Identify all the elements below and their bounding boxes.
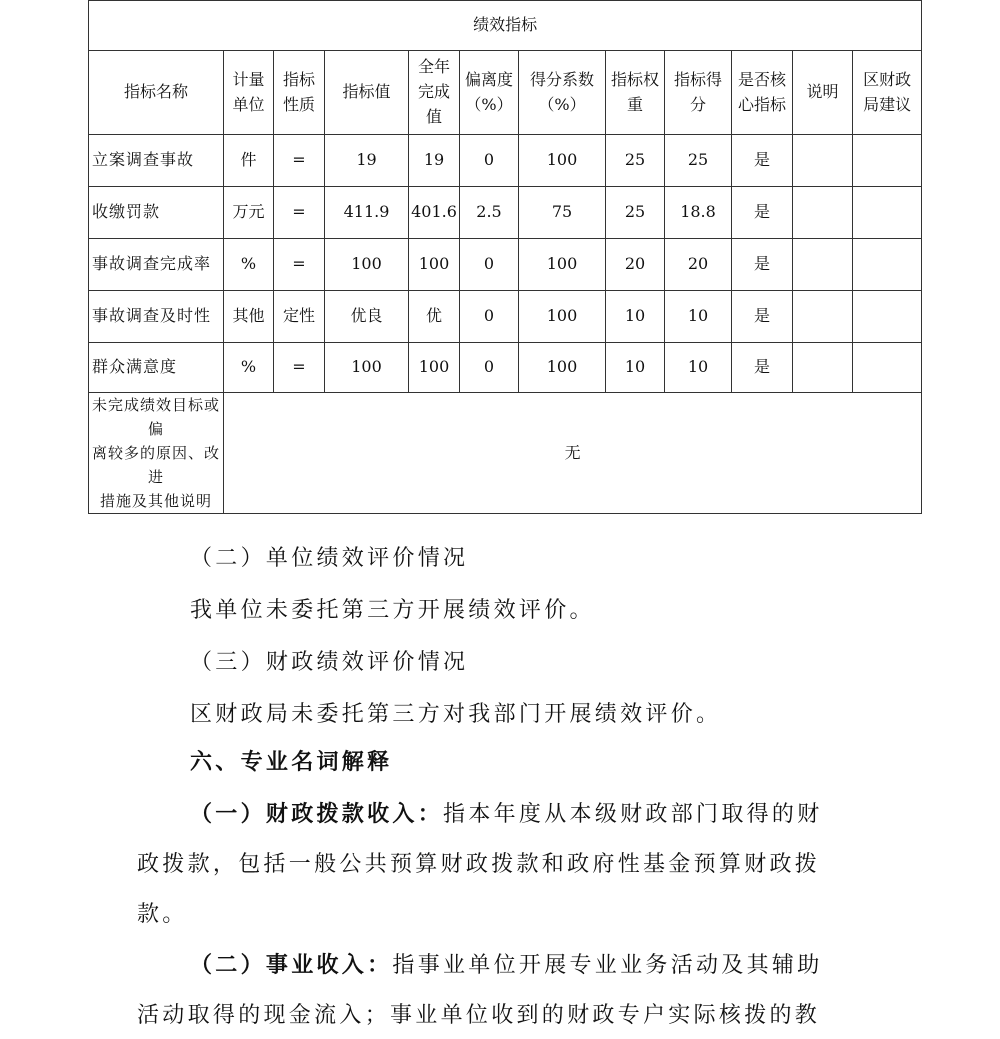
table-cell: 件 <box>224 135 274 187</box>
table-cell: 19 <box>409 135 460 187</box>
column-header: 指标 性质 <box>274 51 325 135</box>
footer-value: 无 <box>224 393 922 514</box>
heading-unit-evaluation: （二）单位绩效评价情况 <box>190 546 469 571</box>
paragraph-unit-evaluation: 我单位未委托第三方开展绩效评价。 <box>190 598 595 623</box>
term-line: 款。 <box>137 902 188 927</box>
performance-indicator-table <box>88 0 922 514</box>
table-cell <box>853 239 922 291</box>
table-cell <box>793 135 853 187</box>
column-header: 指标值 <box>325 51 409 135</box>
table-cell: 20 <box>665 239 732 291</box>
term-business-income <box>190 948 823 979</box>
table-cell: 0 <box>460 343 519 393</box>
table-cell: = <box>274 135 325 187</box>
table-cell <box>793 343 853 393</box>
column-header: 偏离度 （%） <box>460 51 519 135</box>
table-header-row <box>89 51 922 135</box>
column-header: 指标得 分 <box>665 51 732 135</box>
term-line: 活动取得的现金流入；事业单位收到的财政专户实际核拨的教 <box>137 1003 821 1028</box>
footer-label: 未完成绩效目标或偏 离较多的原因、改进 措施及其他说明 <box>89 393 224 514</box>
table-cell: = <box>274 343 325 393</box>
indicator-name-cell: 群众满意度 <box>89 343 224 393</box>
table-row <box>89 343 922 393</box>
table-cell <box>793 291 853 343</box>
table-cell <box>793 187 853 239</box>
table-cell: 25 <box>665 135 732 187</box>
table-cell: 定性 <box>274 291 325 343</box>
table-title: 绩效指标 <box>89 1 922 51</box>
table-cell: 25 <box>606 135 665 187</box>
table-cell: 10 <box>665 291 732 343</box>
table-cell: 100 <box>519 291 606 343</box>
column-header: 得分系数 （%） <box>519 51 606 135</box>
indicator-name-cell: 事故调查完成率 <box>89 239 224 291</box>
table-cell <box>853 187 922 239</box>
table-cell: 100 <box>519 343 606 393</box>
table-cell: 100 <box>519 135 606 187</box>
table-cell: 0 <box>460 291 519 343</box>
table-cell: 20 <box>606 239 665 291</box>
table-cell: 401.6 <box>409 187 460 239</box>
indicator-name-cell: 立案调查事故 <box>89 135 224 187</box>
column-header: 区财政 局建议 <box>853 51 922 135</box>
column-header: 说明 <box>793 51 853 135</box>
table-cell: 75 <box>519 187 606 239</box>
table-cell: 优 <box>409 291 460 343</box>
table-cell: = <box>274 187 325 239</box>
table-cell: % <box>224 239 274 291</box>
column-header: 指标名称 <box>89 51 224 135</box>
table-cell: 100 <box>325 343 409 393</box>
column-header: 指标权 重 <box>606 51 665 135</box>
column-header: 计量 单位 <box>224 51 274 135</box>
table-row <box>89 239 922 291</box>
table-cell: 是 <box>732 135 793 187</box>
table-cell <box>853 135 922 187</box>
table-cell: 万元 <box>224 187 274 239</box>
table-cell: 2.5 <box>460 187 519 239</box>
table-footer-row <box>89 393 922 514</box>
table-cell: = <box>274 239 325 291</box>
table-cell <box>853 291 922 343</box>
table-cell: 是 <box>732 239 793 291</box>
paragraph-finance-evaluation: 区财政局未委托第三方对我部门开展绩效评价。 <box>190 702 722 727</box>
table-cell: 18.8 <box>665 187 732 239</box>
table-cell: 19 <box>325 135 409 187</box>
term-label: （一）财政拨款收入： <box>190 801 444 827</box>
table-cell: 0 <box>460 135 519 187</box>
term-definition: 指本年度从本级财政部门取得的财 <box>443 802 823 827</box>
table-row <box>89 291 922 343</box>
table-cell: % <box>224 343 274 393</box>
table-cell: 100 <box>409 239 460 291</box>
table-cell: 是 <box>732 291 793 343</box>
column-header: 是否核 心指标 <box>732 51 793 135</box>
term-definition: 指事业单位开展专业业务活动及其辅助 <box>392 953 823 978</box>
table-cell <box>793 239 853 291</box>
heading-finance-evaluation: （三）财政绩效评价情况 <box>190 650 469 675</box>
table-cell: 100 <box>409 343 460 393</box>
table-row <box>89 135 922 187</box>
table-cell: 其他 <box>224 291 274 343</box>
table-cell: 优良 <box>325 291 409 343</box>
indicator-name-cell: 收缴罚款 <box>89 187 224 239</box>
table-cell <box>853 343 922 393</box>
table-cell: 0 <box>460 239 519 291</box>
section-six-heading: 六、专业名词解释 <box>190 749 393 775</box>
table-cell: 25 <box>606 187 665 239</box>
table-cell: 100 <box>325 239 409 291</box>
term-fiscal-appropriation <box>190 797 823 828</box>
table-cell: 10 <box>606 291 665 343</box>
table-cell: 10 <box>606 343 665 393</box>
table-cell: 100 <box>519 239 606 291</box>
indicator-name-cell: 事故调查及时性 <box>89 291 224 343</box>
table-cell: 是 <box>732 187 793 239</box>
table-row <box>89 187 922 239</box>
term-label: （二）事业收入： <box>190 952 393 978</box>
table-cell: 是 <box>732 343 793 393</box>
term-line: 政拨款，包括一般公共预算财政拨款和政府性基金预算财政拨 <box>137 852 821 877</box>
table-cell: 411.9 <box>325 187 409 239</box>
table-cell: 10 <box>665 343 732 393</box>
column-header: 全年 完成 值 <box>409 51 460 135</box>
